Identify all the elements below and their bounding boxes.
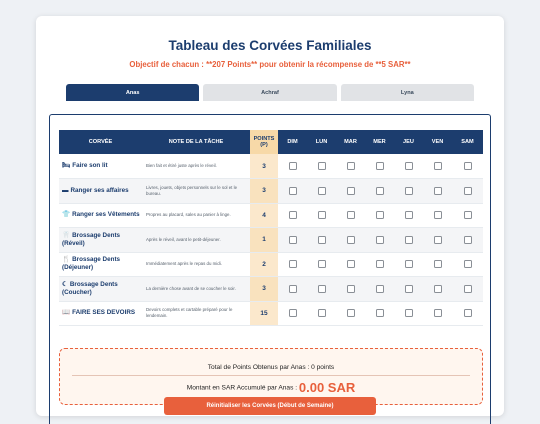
summary-divider	[72, 375, 470, 376]
chore-points: 15	[250, 301, 278, 326]
day-cell	[452, 277, 483, 302]
day-checkbox[interactable]	[434, 309, 442, 317]
day-checkbox[interactable]	[289, 260, 297, 268]
day-checkbox[interactable]	[318, 211, 326, 219]
day-checkbox[interactable]	[376, 187, 384, 195]
chore-label: Faire son lit	[72, 161, 108, 169]
day-cell	[336, 277, 365, 302]
header-day: SAM	[452, 130, 483, 154]
day-checkbox[interactable]	[318, 187, 326, 195]
day-cell	[394, 203, 423, 228]
day-cell	[278, 154, 307, 179]
reset-button[interactable]: Réinitialiser les Corvées (Début de Semaine)	[164, 397, 376, 415]
day-checkbox[interactable]	[434, 236, 442, 244]
chore-points: 3	[250, 277, 278, 302]
amount-line	[60, 380, 482, 395]
header-day: MER	[365, 130, 394, 154]
table-row	[59, 154, 483, 179]
day-cell	[307, 277, 336, 302]
chore-cell	[59, 203, 142, 228]
header-day: LUN	[307, 130, 336, 154]
day-cell	[365, 277, 394, 302]
day-checkbox[interactable]	[318, 285, 326, 293]
day-cell	[307, 179, 336, 204]
chore-note: Propres au placard, sales au panier à linge.	[142, 203, 250, 228]
chore-cell	[59, 154, 142, 179]
chore-points: 3	[250, 154, 278, 179]
chore-note: La dernière chose avant de se coucher le soir.	[142, 277, 250, 302]
day-cell	[423, 179, 452, 204]
day-cell	[452, 301, 483, 326]
day-checkbox[interactable]	[434, 285, 442, 293]
day-cell	[278, 301, 307, 326]
day-checkbox[interactable]	[464, 309, 472, 317]
day-checkbox[interactable]	[318, 260, 326, 268]
amount-label: Montant en SAR Accumulé par Anas :	[186, 384, 299, 392]
day-cell	[423, 154, 452, 179]
day-cell	[394, 301, 423, 326]
day-checkbox[interactable]	[376, 162, 384, 170]
day-cell	[452, 203, 483, 228]
day-cell	[452, 252, 483, 277]
day-cell	[336, 252, 365, 277]
day-cell	[365, 179, 394, 204]
header-chore: CORVÉE	[59, 130, 142, 154]
day-checkbox[interactable]	[434, 162, 442, 170]
day-cell	[278, 228, 307, 253]
header-day: MAR	[336, 130, 365, 154]
day-cell	[336, 179, 365, 204]
goal-subtitle: Objectif de chacun : **207 Points** pour obtenir la récompense de **5 SAR**	[129, 60, 411, 69]
chore-panel	[49, 114, 491, 424]
table-row	[59, 277, 483, 302]
book-icon: 📖	[62, 309, 71, 317]
day-checkbox[interactable]	[347, 211, 355, 219]
day-cell	[423, 301, 452, 326]
day-cell	[278, 179, 307, 204]
chore-note: Bien fait et étiré juste après le réveil.	[142, 154, 250, 179]
day-checkbox[interactable]	[464, 260, 472, 268]
day-cell	[365, 203, 394, 228]
day-checkbox[interactable]	[289, 309, 297, 317]
day-cell	[336, 228, 365, 253]
day-cell	[365, 154, 394, 179]
chore-cell	[59, 277, 142, 302]
child-tabs	[66, 84, 474, 101]
chore-note: Livres, jouets, objets personnels sur le sol et le bureau.	[142, 179, 250, 204]
day-checkbox[interactable]	[405, 236, 413, 244]
day-checkbox[interactable]	[289, 187, 297, 195]
chore-cell	[59, 228, 142, 253]
day-checkbox[interactable]	[464, 187, 472, 195]
tab-achraf[interactable]: Achraf	[203, 84, 336, 101]
chore-label: Brossage Dents (Coucher)	[62, 280, 118, 296]
day-cell	[423, 277, 452, 302]
day-checkbox[interactable]	[347, 260, 355, 268]
chore-points: 1	[250, 228, 278, 253]
day-cell	[307, 154, 336, 179]
day-cell	[365, 228, 394, 253]
day-checkbox[interactable]	[434, 260, 442, 268]
moon-icon: ☾	[62, 280, 68, 288]
chore-rows	[59, 154, 483, 326]
day-cell	[452, 154, 483, 179]
table-row	[59, 203, 483, 228]
day-cell	[394, 277, 423, 302]
box-icon: ▬	[62, 186, 69, 194]
chore-points: 3	[250, 179, 278, 204]
day-cell	[394, 252, 423, 277]
day-cell	[307, 203, 336, 228]
table-row	[59, 252, 483, 277]
day-checkbox[interactable]	[405, 309, 413, 317]
chore-note: Après le réveil, avant le petit-déjeuner.	[142, 228, 250, 253]
day-checkbox[interactable]	[464, 162, 472, 170]
day-cell	[423, 203, 452, 228]
day-checkbox[interactable]	[347, 285, 355, 293]
chore-cell	[59, 179, 142, 204]
day-checkbox[interactable]	[464, 211, 472, 219]
day-checkbox[interactable]	[318, 162, 326, 170]
day-checkbox[interactable]	[376, 236, 384, 244]
day-cell	[307, 252, 336, 277]
day-cell	[423, 228, 452, 253]
chore-cell	[59, 252, 142, 277]
page-title: Tableau des Corvées Familiales	[168, 38, 372, 53]
day-cell	[365, 252, 394, 277]
day-cell	[336, 203, 365, 228]
day-checkbox[interactable]	[347, 309, 355, 317]
day-checkbox[interactable]	[405, 285, 413, 293]
total-points-text: Total de Points Obtenus par Anas : 0 points	[207, 364, 335, 371]
day-cell	[278, 277, 307, 302]
day-checkbox[interactable]	[405, 211, 413, 219]
chore-label: Brossage Dents (Déjeuner)	[62, 256, 121, 272]
day-cell	[423, 252, 452, 277]
table-row	[59, 179, 483, 204]
tab-anas[interactable]: Anas	[66, 84, 199, 101]
chore-label: Ranger ses affaires	[70, 186, 129, 194]
tab-lyna[interactable]: Lyna	[341, 84, 474, 101]
day-cell	[278, 203, 307, 228]
day-cell	[394, 228, 423, 253]
bed-icon: 🛏	[62, 161, 71, 169]
chore-card	[36, 16, 504, 416]
day-cell	[336, 301, 365, 326]
amount-value: 0.00 SAR	[298, 380, 356, 395]
chore-table	[59, 130, 483, 326]
day-checkbox[interactable]	[318, 309, 326, 317]
day-checkbox[interactable]	[434, 187, 442, 195]
tooth-icon: 🦷	[62, 231, 71, 239]
day-cell	[336, 154, 365, 179]
day-checkbox[interactable]	[376, 211, 384, 219]
day-checkbox[interactable]	[318, 236, 326, 244]
day-cell	[394, 154, 423, 179]
day-checkbox[interactable]	[376, 285, 384, 293]
day-checkbox[interactable]	[464, 236, 472, 244]
day-checkbox[interactable]	[289, 211, 297, 219]
table-row	[59, 228, 483, 253]
day-checkbox[interactable]	[289, 162, 297, 170]
day-cell	[452, 179, 483, 204]
day-cell	[278, 252, 307, 277]
day-checkbox[interactable]	[289, 236, 297, 244]
shirt-icon: 👕	[62, 211, 71, 219]
chore-points: 2	[250, 252, 278, 277]
day-cell	[365, 301, 394, 326]
day-checkbox[interactable]	[347, 187, 355, 195]
chore-label: FAIRE SES DEVOIRS	[72, 309, 136, 317]
day-checkbox[interactable]	[405, 187, 413, 195]
chore-note: Immédiatement après le repas du midi.	[142, 252, 250, 277]
day-checkbox[interactable]	[405, 162, 413, 170]
header-note: NOTE DE LA TÂCHE	[142, 130, 250, 154]
chore-cell	[59, 301, 142, 326]
day-checkbox[interactable]	[289, 285, 297, 293]
day-checkbox[interactable]	[405, 260, 413, 268]
day-checkbox[interactable]	[376, 260, 384, 268]
table-row	[59, 301, 483, 326]
chore-label: Brossage Dents (Réveil)	[62, 231, 121, 247]
day-checkbox[interactable]	[347, 236, 355, 244]
chore-points: 4	[250, 203, 278, 228]
header-day: VEN	[423, 130, 452, 154]
day-cell	[307, 228, 336, 253]
day-checkbox[interactable]	[376, 309, 384, 317]
day-cell	[394, 179, 423, 204]
chore-label: Ranger ses Vêtements	[72, 211, 140, 219]
day-checkbox[interactable]	[464, 285, 472, 293]
day-checkbox[interactable]	[434, 211, 442, 219]
header-day: JEU	[394, 130, 423, 154]
chore-note: Devoirs complets et cartable préparé pour le lendemain.	[142, 301, 250, 326]
day-cell	[307, 301, 336, 326]
header-points: POINTS (P)	[250, 130, 278, 154]
header-day: DIM	[278, 130, 307, 154]
utensils-icon: 🍴	[62, 256, 71, 264]
day-cell	[452, 228, 483, 253]
day-checkbox[interactable]	[347, 162, 355, 170]
